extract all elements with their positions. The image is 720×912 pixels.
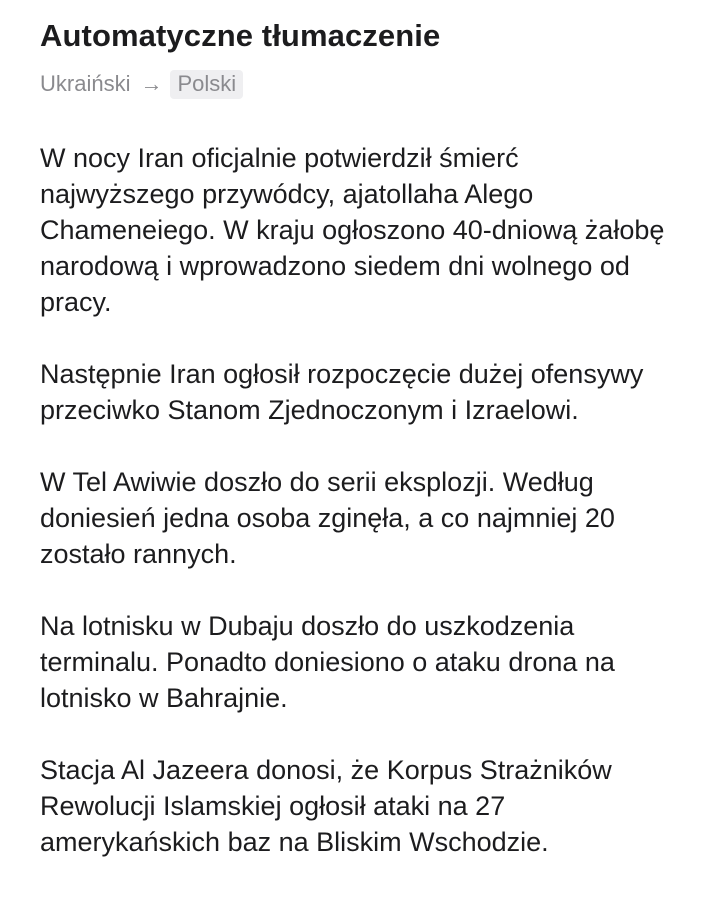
page-title: Automatyczne tłumaczenie [40, 18, 441, 53]
arrow-right-icon: → [140, 71, 163, 96]
translated-text [40, 140, 680, 860]
source-language[interactable]: Ukraiński [40, 71, 131, 96]
paragraph: W Tel Awiwie doszło do serii eksplozji. Według doniesień jedna osoba zginęła, a co najmniej 20 zostało rannych. [40, 467, 615, 569]
paragraph: Następnie Iran ogłosił rozpoczęcie dużej ofensywy przeciwko Stanom Zjednoczonym i Izraelowi. [40, 359, 644, 425]
language-selector [40, 68, 680, 100]
target-language-chip[interactable]: Polski [170, 70, 243, 99]
paragraph: Stacja Al Jazeera donosi, że Korpus Strażników Rewolucji Islamskiej ogłosił ataki na 27 amerykańskich baz na Bliskim Wschodzie. [40, 755, 612, 857]
paragraph: W nocy Iran oficjalnie potwierdził śmierć najwyższego przywódcy, ajatollaha Alego Chameneiego. W kraju ogłoszono 40-dniową żałobę narodową i wprowadzono siedem dni wolnego od pracy. [40, 143, 665, 317]
paragraph: Na lotnisku w Dubaju doszło do uszkodzenia terminalu. Ponadto doniesiono o ataku drona na lotnisko w Bahrajnie. [40, 611, 615, 713]
